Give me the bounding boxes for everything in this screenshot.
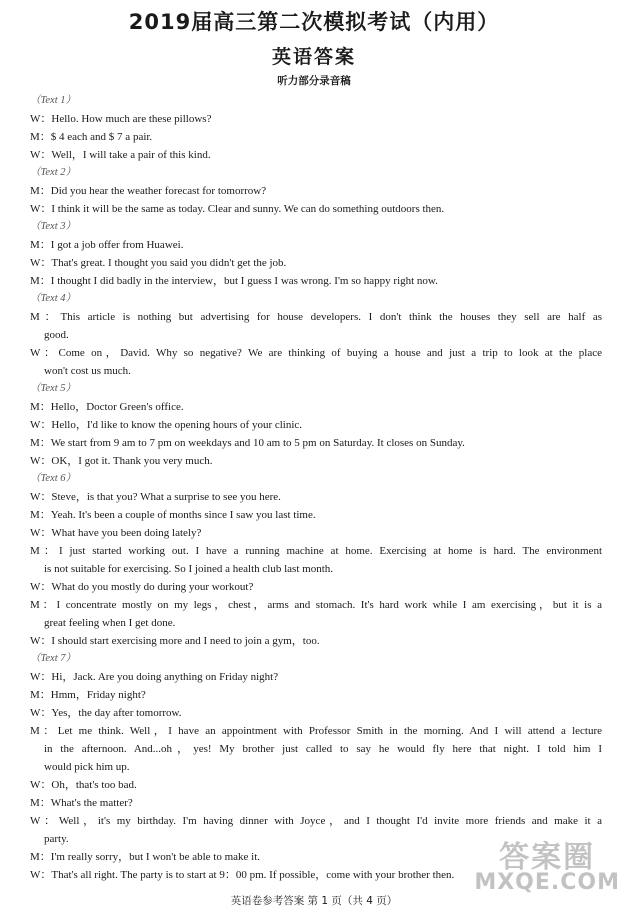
text-heading: （Text 7）: [30, 653, 76, 664]
transcript-line: W：Hello，I'd like to know the opening hours of your clinic.: [30, 419, 303, 431]
listening-section-title: 听力部分录音稿: [277, 75, 351, 87]
watermark-site: MXQE.COM: [474, 870, 620, 895]
transcript-line: M：This article is nothing but advertising for house developers. I don't think the houses they sell are half as: [30, 311, 602, 323]
transcript-line: W：Come on，David. Why so negative? We are thinking of buying a house and just a trip to look at the place: [30, 347, 602, 359]
transcript-line: M：I just started working out. I have a running machine at home. Exercising at home is hard. The environment: [30, 545, 602, 557]
transcript-line: W：I should start exercising more and I need to join a gym，too.: [30, 635, 320, 647]
transcript-line: M：Hello，Doctor Green's office.: [30, 401, 184, 413]
text-heading: （Text 3）: [30, 221, 76, 232]
transcript-line: W：What have you been doing lately?: [30, 527, 202, 539]
transcript-line: W：What do you mostly do during your workout?: [30, 581, 254, 593]
transcript-line: W：Steve，is that you? What a surprise to see you here.: [30, 491, 281, 503]
transcript-line: M：Yeah. It's been a couple of months since I saw you last time.: [30, 509, 316, 521]
transcript-line: W：Yes，the day after tomorrow.: [30, 707, 182, 719]
exam-title: 2019届高三第二次模拟考试（内用）: [128, 10, 500, 34]
transcript-line: won't cost us much.: [44, 365, 131, 377]
text-heading: （Text 6）: [30, 473, 76, 484]
transcript-line: M：I'm really sorry，but I won't be able to make it.: [30, 851, 261, 863]
transcript-line: great feeling when I get done.: [44, 617, 176, 629]
transcript-line: W：Hi，Jack. Are you doing anything on Friday night?: [30, 671, 279, 683]
transcript-line: W：Oh，that's too bad.: [30, 779, 137, 791]
text-heading: （Text 5）: [30, 383, 76, 394]
transcript-line: M：I thought I did badly in the interview，but I guess I was wrong. I'm so happy right now.: [30, 275, 438, 287]
transcript-line: M：Hmm，Friday night?: [30, 689, 146, 701]
transcript-line: W：That's great. I thought you said you didn't get the job.: [30, 257, 287, 269]
watermark-logo: [474, 832, 620, 895]
transcript-line: M：Let me think. Well，I have an appointment with Professor Smith in the morning. And I will attend a lecture: [30, 725, 602, 737]
transcript-line: M：I got a job offer from Huawei.: [30, 239, 184, 251]
transcript-line: in the afternoon. And...oh，yes! My brother just called to say he would fly here that night. I told him I: [44, 743, 602, 755]
transcript-line: M：I concentrate mostly on my legs，chest，arms and stomach. It's hard work while I am exercising，but it is a: [30, 599, 602, 611]
transcript-line: W：Hello. How much are these pillows?: [30, 113, 212, 125]
transcript-line: W：I think it will be the same as today. Clear and sunny. We can do something outdoors then.: [30, 203, 445, 215]
text-heading: （Text 4）: [30, 293, 76, 304]
watermark-text: 答案圈: [499, 840, 596, 875]
transcript-line: W：Well，it's my birthday. I'm having dinner with Joyce，and I thought I'd invite more friends and make it a: [30, 815, 602, 827]
transcript-line: M：Did you hear the weather forecast for tomorrow?: [30, 185, 267, 197]
text-heading: （Text 1）: [30, 95, 76, 106]
transcript-line: good.: [44, 329, 69, 341]
transcript-line: party.: [44, 833, 69, 845]
transcript-line: M：What's the matter?: [30, 797, 133, 809]
transcript-line: W：Well，I will take a pair of this kind.: [30, 149, 211, 161]
page-footer: 英语卷参考答案 第 1 页（共 4 页）: [230, 895, 398, 907]
answer-subtitle: 英语答案: [271, 46, 356, 68]
transcript-line: would pick him up.: [44, 761, 130, 773]
transcript-line: M：We start from 9 am to 7 pm on weekdays and 10 am to 5 pm on Saturday. It closes on Sunday.: [30, 437, 465, 449]
text-heading: （Text 2）: [30, 167, 76, 178]
transcript-body: [30, 92, 602, 884]
transcript-line: W：That's all right. The party is to start at 9：00 pm. If possible，come with your brother then.: [30, 869, 455, 881]
transcript-line: is not suitable for exercising. So I joined a health club last month.: [44, 563, 333, 575]
transcript-line: M：$ 4 each and $ 7 a pair.: [30, 131, 153, 143]
transcript-line: W：OK，I got it. Thank you very much.: [30, 455, 213, 467]
